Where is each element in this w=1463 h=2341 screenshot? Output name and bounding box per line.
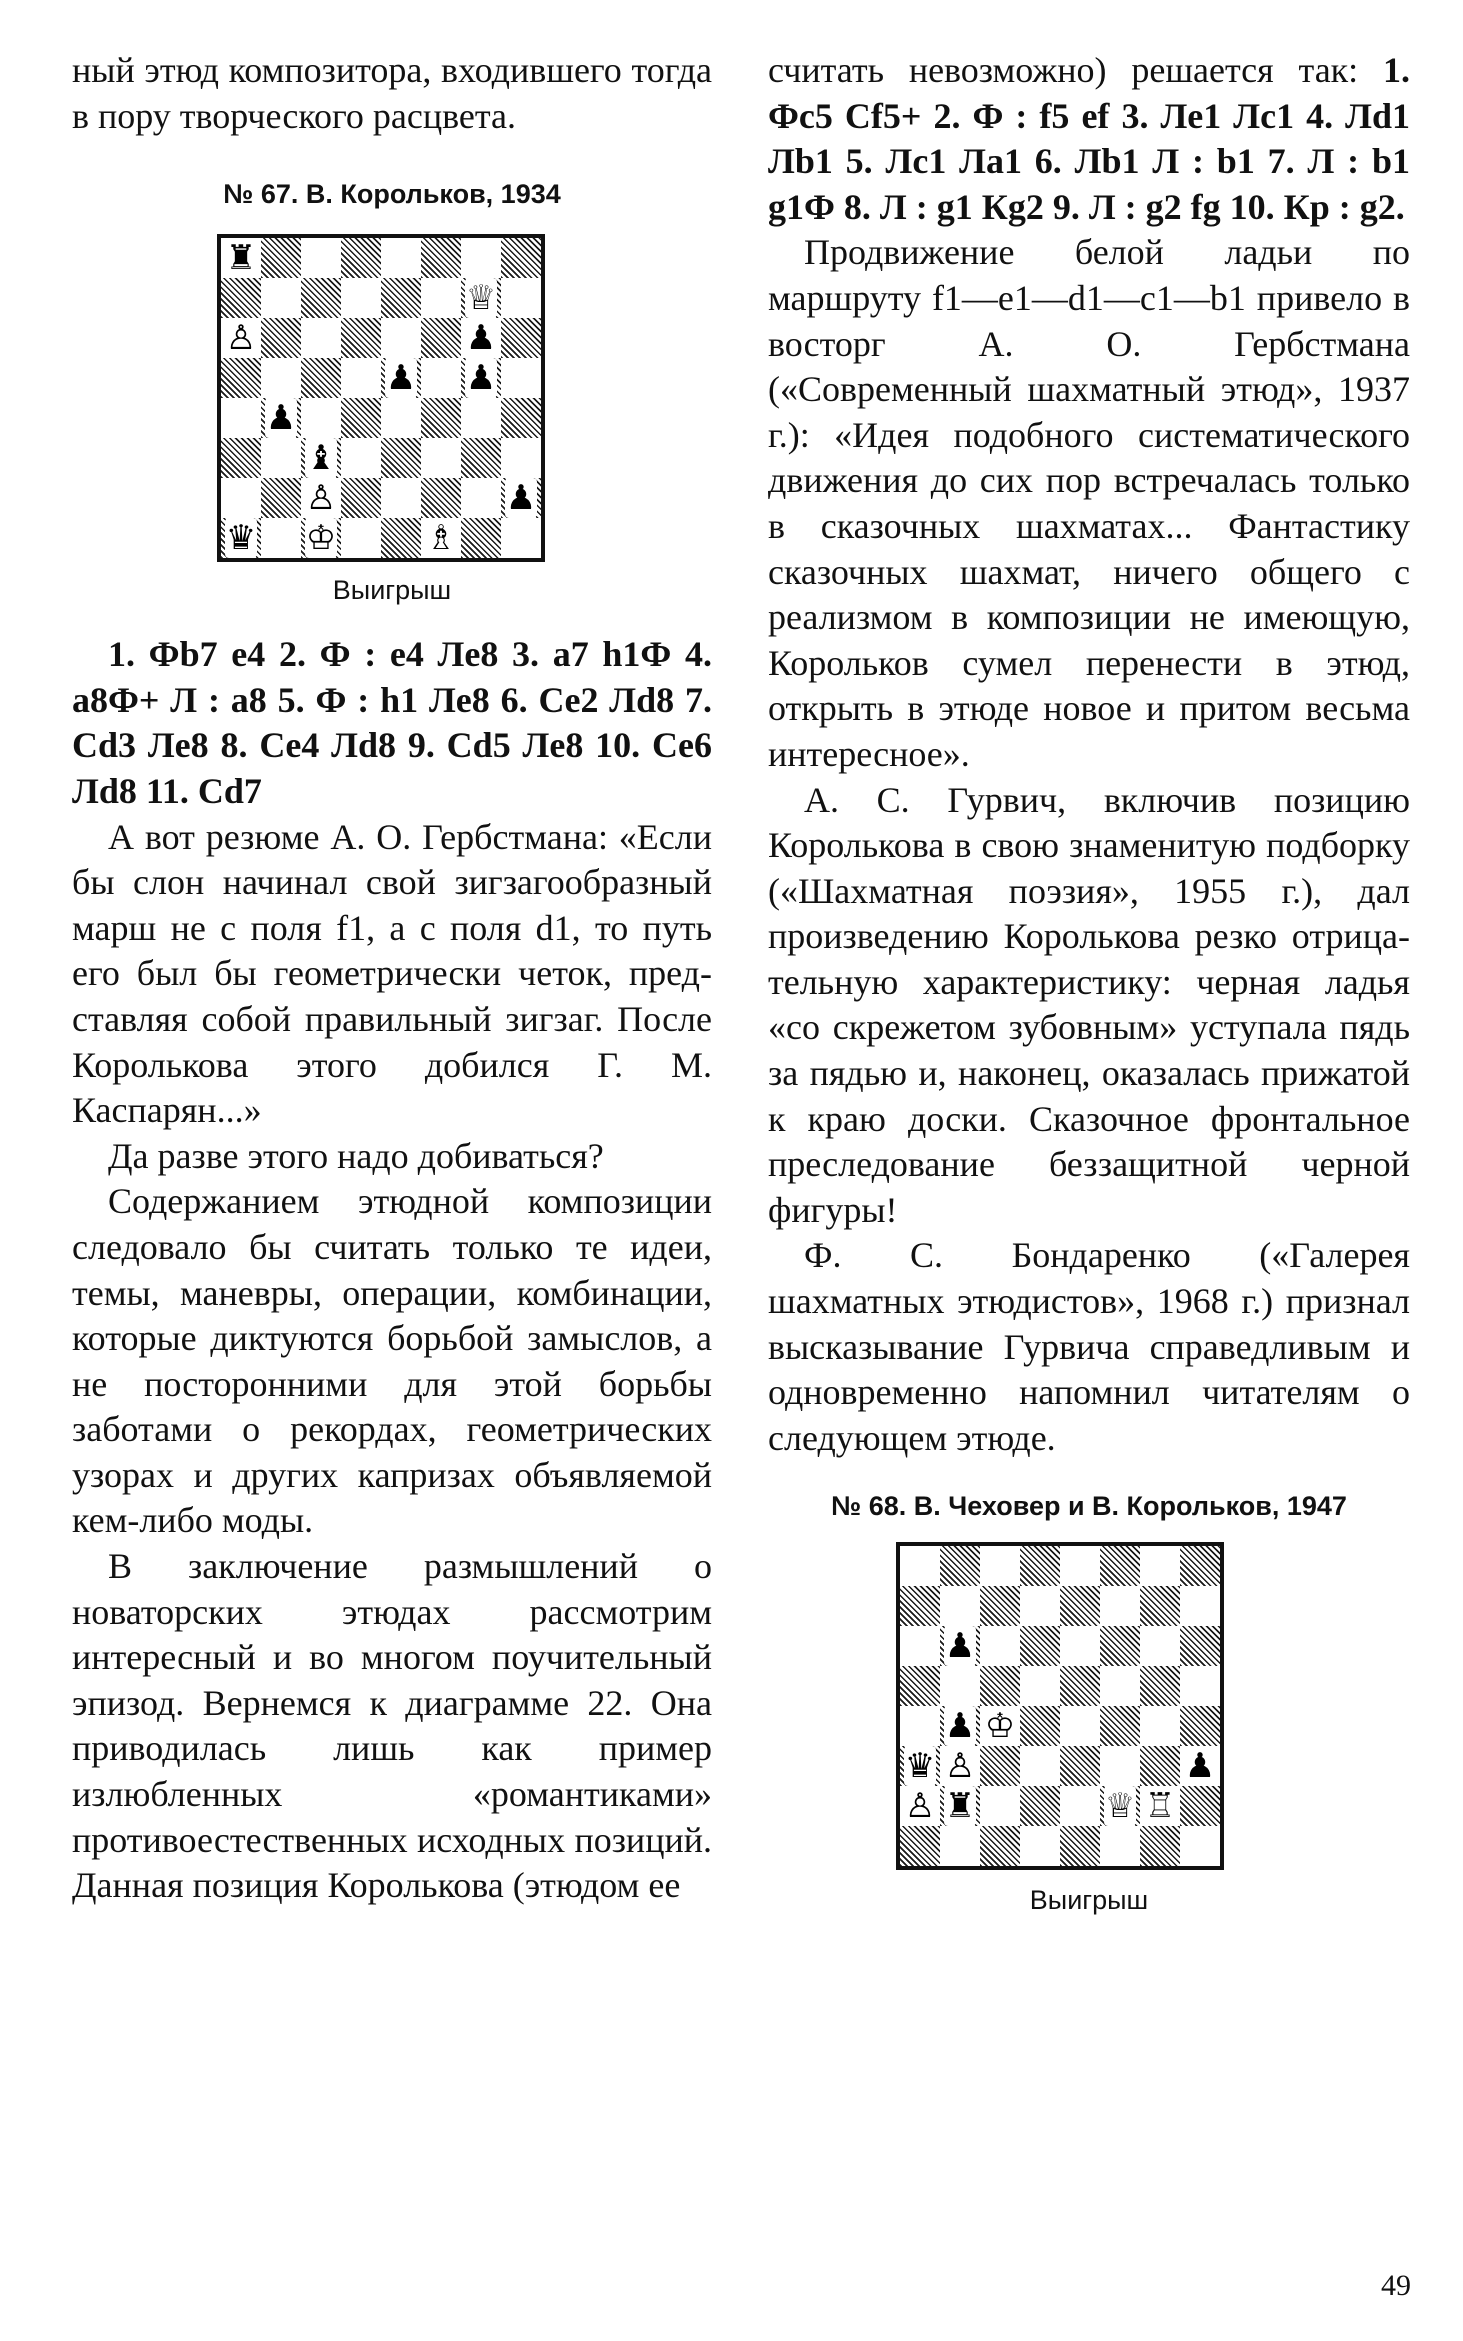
board-square xyxy=(381,278,421,318)
board-square xyxy=(1100,1826,1140,1866)
board-square xyxy=(341,478,381,518)
board-square xyxy=(980,1546,1020,1586)
board-square xyxy=(1100,1546,1140,1586)
black-queen-icon: ♛ xyxy=(225,518,257,559)
board-square xyxy=(381,478,421,518)
board-square xyxy=(1140,1626,1180,1666)
white-king-icon: ♔ xyxy=(305,518,337,559)
paragraph: Содержанием этюдной композиции следовало бы считать только те идеи, темы, маневры, операции, комбинации, которые диктуются борьбой замыслов, а не посторонними для этой борьбы заботами о рекордах, геометрических узорах и других капризах объявляемой кем-либо моды. xyxy=(72,1181,712,1541)
black-pawn-icon: ♟ xyxy=(465,318,497,359)
board-square xyxy=(1140,1546,1180,1586)
black-bishop-icon: ♝ xyxy=(305,438,337,479)
chess-board xyxy=(217,234,545,562)
board-square xyxy=(261,238,301,278)
paragraph: ный этюд композитора, входившего тогда в пору творческого расцвета. xyxy=(72,50,712,136)
white-queen-icon: ♕ xyxy=(465,278,497,319)
board-square xyxy=(261,478,301,518)
board-square xyxy=(1020,1746,1060,1786)
board-square xyxy=(900,1826,940,1866)
board-square xyxy=(301,238,341,278)
diagram-caption: № 68. В. Чеховер и В. Корольков, 1947 xyxy=(831,1491,1347,1522)
board-square xyxy=(261,358,301,398)
board-square xyxy=(501,278,541,318)
board-square xyxy=(1060,1666,1100,1706)
board-square xyxy=(421,398,461,438)
board-square xyxy=(341,438,381,478)
board-square xyxy=(1140,1706,1180,1746)
white-queen-icon: ♕ xyxy=(1104,1786,1136,1827)
board-square xyxy=(1060,1586,1100,1626)
paragraph: Продвижение белой ладьи по маршруту f1—e1—d1—c1—b1 привело в восторг А. О. Гербстмана («Современный шахматный этюд», 1937 г.): «Идея подобного систематического движения до сих пор встречалась только в сказочных шахматах... Фантастику сказочных шахмат, ничего общего с реализмом в композиции не имеющую, Корольков сумел перенести в этюд, открыть в этюде новое и притом весьма интересное». xyxy=(768,232,1410,774)
diagram-result: Выигрыш xyxy=(332,575,452,606)
board-square xyxy=(421,238,461,278)
board-square xyxy=(1020,1706,1060,1746)
page-number: 49 xyxy=(1381,2269,1411,2302)
board-square xyxy=(221,358,261,398)
board-square xyxy=(381,398,421,438)
paragraph-text: считать невозможно) решается так: xyxy=(768,50,1359,90)
board-square xyxy=(421,478,461,518)
board-square xyxy=(301,318,341,358)
board-square xyxy=(261,518,301,558)
board-square xyxy=(900,1546,940,1586)
board-square xyxy=(501,358,541,398)
board-square xyxy=(1180,1826,1220,1866)
board-square xyxy=(1100,1586,1140,1626)
board-square xyxy=(461,478,501,518)
board-square xyxy=(301,398,341,438)
board-square xyxy=(341,518,381,558)
board-square xyxy=(261,438,301,478)
board-square xyxy=(1100,1706,1140,1746)
board-square xyxy=(1020,1546,1060,1586)
board-square xyxy=(1140,1746,1180,1786)
white-pawn-icon: ♙ xyxy=(944,1746,976,1787)
white-pawn-icon: ♙ xyxy=(904,1786,936,1827)
board-square xyxy=(980,1746,1020,1786)
board-square xyxy=(461,438,501,478)
black-pawn-icon: ♟ xyxy=(944,1626,976,1667)
board-square xyxy=(1100,1626,1140,1666)
board-square xyxy=(461,398,501,438)
black-queen-icon: ♛ xyxy=(904,1746,936,1787)
diagram-result: Выигрыш xyxy=(1029,1885,1149,1916)
black-pawn-icon: ♟ xyxy=(385,358,417,399)
board-square xyxy=(1180,1706,1220,1746)
paragraph: Да разве этого надо добиваться? xyxy=(108,1135,604,1176)
board-square xyxy=(940,1666,980,1706)
board-square xyxy=(940,1826,980,1866)
board-square xyxy=(900,1586,940,1626)
board-square xyxy=(421,358,461,398)
paragraph: Ф. С. Бондаренко («Галерея шахматных этюдистов», 1968 г.) признал высказывание Гурвича справедливым и одновременно напомнил читателям о следующем этюде. xyxy=(768,1235,1410,1458)
black-pawn-icon: ♟ xyxy=(944,1706,976,1747)
board-square xyxy=(1020,1586,1060,1626)
board-square xyxy=(1180,1546,1220,1586)
board-square xyxy=(1060,1826,1100,1866)
board-square xyxy=(1060,1546,1100,1586)
board-square xyxy=(381,438,421,478)
board-square xyxy=(1060,1706,1100,1746)
board-square xyxy=(1020,1626,1060,1666)
board-square xyxy=(1020,1666,1060,1706)
black-pawn-icon: ♟ xyxy=(265,398,297,439)
solution-moves: 1. Фb7 e4 2. Ф : e4 Лe8 3. a7 h1Ф 4. a8Ф+ Л : a8 5. Ф : h1 Лe8 6. Сe2 Лd8 7. Сd3 Лe8 8. Сe4 Лd8 9. Сd5 Лe8 10. Сe6 Лd8 11. Сd7 xyxy=(72,634,712,811)
diagram-wrapper xyxy=(72,234,712,569)
black-pawn-icon: ♟ xyxy=(1184,1746,1216,1787)
board-square xyxy=(421,438,461,478)
board-square xyxy=(940,1546,980,1586)
board-square xyxy=(1100,1746,1140,1786)
white-pawn-icon: ♙ xyxy=(305,478,337,519)
board-square xyxy=(1180,1786,1220,1826)
white-pawn-icon: ♙ xyxy=(225,318,257,359)
board-square xyxy=(341,358,381,398)
board-square xyxy=(501,238,541,278)
paragraph: В заключение размышлений о новаторских этюдах рассмотрим интересный и во многом поучительный эпизод. Вернемся к диаграмме 22. Она приводилась лишь как пример излюбленных «романтиками» противоестественных исходных позиций. Данная позиция Королькова (этюдом ее xyxy=(72,1546,712,1906)
board-square xyxy=(341,278,381,318)
board-square xyxy=(461,518,501,558)
board-square xyxy=(900,1706,940,1746)
board-square xyxy=(1140,1586,1180,1626)
left-column xyxy=(72,48,712,1909)
board-square xyxy=(341,398,381,438)
board-square xyxy=(900,1666,940,1706)
board-square xyxy=(221,478,261,518)
board-square xyxy=(1060,1746,1100,1786)
solution-moves: 1. Фc5 Сf5+ 2. Ф : f5 ef 3. Лe1 Лc1 4. Лd1 Лb1 5. Лc1 Лa1 6. Лb1 Л : b1 7. Л : b1 g1Ф 8. Л : g1 Кg2 9. Л : g2 fg 10. Кр : g2. xyxy=(768,50,1411,227)
white-king-icon: ♔ xyxy=(984,1706,1016,1747)
board-square xyxy=(301,278,341,318)
paragraph xyxy=(768,48,1410,230)
board-square xyxy=(381,238,421,278)
board-square xyxy=(381,318,421,358)
board-square xyxy=(501,518,541,558)
board-square xyxy=(1020,1786,1060,1826)
board-square xyxy=(381,518,421,558)
board-square xyxy=(221,398,261,438)
board-square xyxy=(221,438,261,478)
board-square xyxy=(900,1626,940,1666)
board-square xyxy=(980,1586,1020,1626)
board-square xyxy=(1180,1666,1220,1706)
white-bishop-icon: ♗ xyxy=(425,518,457,559)
board-square xyxy=(301,358,341,398)
board-square xyxy=(341,318,381,358)
right-column xyxy=(768,48,1410,1916)
black-rook-icon: ♜ xyxy=(225,238,257,279)
paragraph: А. С. Гурвич, включив позицию Королькова в свою знаменитую подборку («Шахматная поэзия», 1955 г.), дал произведению Королькова резко отрицательную характеристику: черная ладья «со скрежетом зубовным» уступала пядь за пядью и, наконец, оказалась прижатой к краю доски. Сказочное фронтальное преследование беззащитной черной фигуры! xyxy=(768,779,1410,1230)
board-square xyxy=(501,398,541,438)
board-square xyxy=(1060,1786,1100,1826)
board-square xyxy=(980,1626,1020,1666)
chess-board xyxy=(896,1542,1224,1870)
board-square xyxy=(261,278,301,318)
board-square xyxy=(1140,1666,1180,1706)
board-square xyxy=(461,238,501,278)
white-rook-icon: ♖ xyxy=(1144,1786,1176,1827)
board-square xyxy=(501,318,541,358)
board-square xyxy=(980,1786,1020,1826)
board-square xyxy=(940,1586,980,1626)
board-square xyxy=(1100,1666,1140,1706)
board-square xyxy=(1060,1626,1100,1666)
board-square xyxy=(1020,1826,1060,1866)
board-square xyxy=(980,1826,1020,1866)
board-square xyxy=(341,238,381,278)
paragraph: А вот резюме А. О. Гербстмана: «Если бы слон начинал свой зигзагообразный марш не с поля f1, а с поля d1, то путь его был бы геометрически четок, представляя собой правильный зигзаг. После Королькова этого добился Г. М. Каспарян...» xyxy=(72,816,712,1131)
board-square xyxy=(261,318,301,358)
board-square xyxy=(980,1666,1020,1706)
board-square xyxy=(1140,1826,1180,1866)
diagram-caption: № 67. В. Корольков, 1934 xyxy=(223,179,561,210)
black-pawn-icon: ♟ xyxy=(465,358,497,399)
board-square xyxy=(501,438,541,478)
black-rook-icon: ♜ xyxy=(944,1786,976,1827)
board-square xyxy=(421,318,461,358)
board-square xyxy=(1180,1626,1220,1666)
board-square xyxy=(221,278,261,318)
board-square xyxy=(421,278,461,318)
black-pawn-icon: ♟ xyxy=(505,478,537,519)
board-square xyxy=(1180,1586,1220,1626)
diagram-wrapper xyxy=(768,1542,1410,1877)
